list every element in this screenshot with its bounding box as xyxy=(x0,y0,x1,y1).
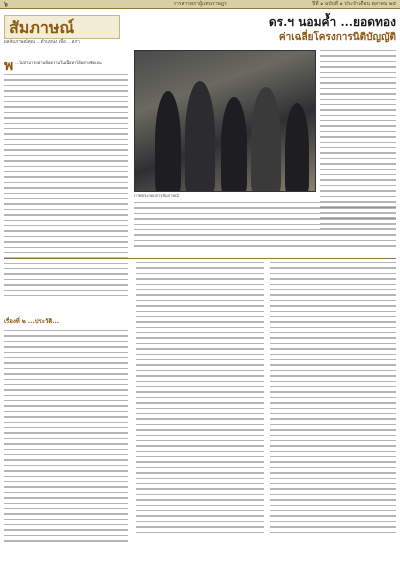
article-photo xyxy=(134,50,316,192)
section-sub-caption: ผลสัมภาษณ์คุณ ...ตำแหน่ง เพื่อ ...สภา xyxy=(4,40,80,45)
bottom-column-1 xyxy=(4,330,128,562)
page-header-bar xyxy=(0,0,400,9)
drop-cap: พ xyxy=(4,60,14,74)
section-divider xyxy=(4,258,396,259)
publication-title: วารสารสภาผู้แทนราษฎร xyxy=(173,1,227,7)
photo-caption: ภาพประกอบการสัมภาษณ์ xyxy=(134,193,179,198)
article-title: ดร.ฯ นอมค้ำ ...ยอดทอง xyxy=(268,15,396,29)
bottom-column-2 xyxy=(136,262,264,562)
intro-column xyxy=(4,60,128,314)
section-label: สัมภาษณ์ xyxy=(9,18,75,37)
mid-under-photo-text xyxy=(134,202,396,254)
section-b-heading: เรื่องที่ ๒ ...ประวัติ... xyxy=(4,318,60,325)
issue-info: ปีที่ ๑ ฉบับที่ ๑ ประจำเดือน ตุลาคม ๒๕ xyxy=(312,1,396,7)
bottom-column-3 xyxy=(270,262,396,562)
article-subtitle: ค่าเฉลี่ยโครงการนิติบัญญัติ xyxy=(278,32,396,43)
intro-text: ...ไม่สามารถอ่านข้อความในเนื้อหาได้อย่างชัดเจน xyxy=(15,60,102,65)
page-number: ๖ xyxy=(4,1,8,8)
section-banner xyxy=(4,15,120,39)
